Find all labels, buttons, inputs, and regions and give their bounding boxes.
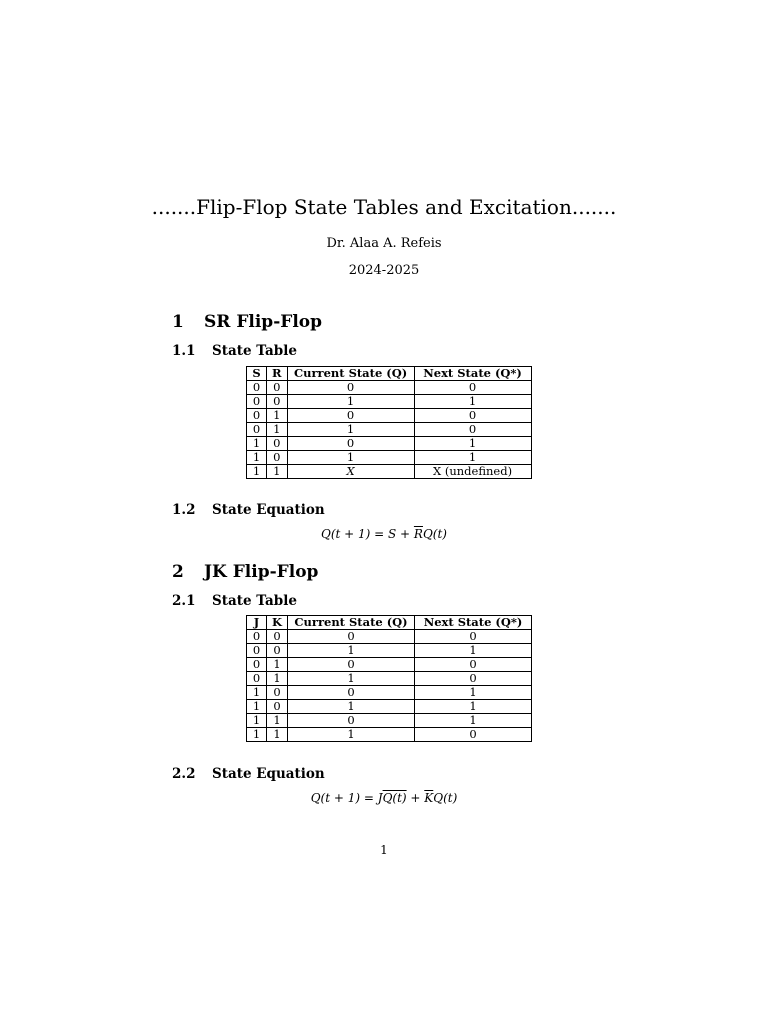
column-header: R [267, 367, 288, 381]
table-cell: 1 [267, 714, 288, 728]
table-row [247, 381, 532, 395]
equation-complement-k: $\overline{K}$ [424, 791, 434, 805]
subsection-number: 1.1 [172, 343, 196, 359]
table-header-row [247, 367, 532, 381]
table-cell: 0 [288, 630, 415, 644]
subsection-heading-sr-table [172, 343, 297, 359]
table-cell: 1 [247, 451, 267, 465]
table-cell: 1 [247, 437, 267, 451]
table-cell: 1 [267, 465, 288, 479]
table-cell: X (undefined) [414, 465, 531, 479]
table-row [247, 395, 532, 409]
date: 2024-2025 [348, 263, 420, 278]
table-cell: 0 [247, 658, 267, 672]
subsection-number: 1.2 [172, 502, 196, 518]
table-cell: 0 [287, 409, 414, 423]
section-heading-sr [172, 312, 322, 332]
table-cell: 0 [247, 395, 267, 409]
table-cell: 0 [267, 700, 288, 714]
subsection-title: State Table [212, 343, 297, 359]
equation-rest: Q(t) [433, 791, 458, 805]
table-cell: 0 [247, 381, 267, 395]
table-cell: 1 [414, 437, 531, 451]
column-header: Next State (Q*) [414, 367, 531, 381]
jk-state-equation [0, 791, 768, 805]
table-row [247, 437, 532, 451]
table-cell: 1 [415, 686, 532, 700]
table-cell: 1 [247, 700, 267, 714]
table-cell: 1 [288, 672, 415, 686]
table-header-row [247, 616, 532, 630]
table-row [247, 672, 532, 686]
table-cell: 1 [288, 700, 415, 714]
table-row [247, 451, 532, 465]
subsection-title: State Equation [212, 766, 325, 782]
table-cell: 1 [287, 423, 414, 437]
table-cell: 0 [288, 658, 415, 672]
table-row [247, 423, 532, 437]
table-cell: 1 [267, 728, 288, 742]
table-cell: X [287, 465, 414, 479]
subsection-title: State Equation [212, 502, 325, 518]
table-row [247, 630, 532, 644]
table-cell: 0 [247, 630, 267, 644]
table-cell: 0 [247, 423, 267, 437]
equation-plus: + [406, 791, 425, 805]
table-cell: 0 [247, 409, 267, 423]
table-cell: 0 [287, 381, 414, 395]
table-cell: 1 [247, 728, 267, 742]
table-row [247, 409, 532, 423]
subsection-title: State Table [212, 593, 297, 609]
table-cell: 0 [415, 672, 532, 686]
table-cell: 1 [415, 714, 532, 728]
table-cell: 0 [415, 728, 532, 742]
table-cell: 0 [414, 409, 531, 423]
sr-state-table [246, 366, 532, 479]
column-header: Current State (Q) [287, 367, 414, 381]
table-row [247, 714, 532, 728]
subsection-number: 2.2 [172, 766, 196, 782]
table-cell: 0 [267, 437, 288, 451]
table-cell: 1 [267, 658, 288, 672]
table-row [247, 658, 532, 672]
section-heading-jk [172, 562, 318, 582]
table-cell: 0 [267, 630, 288, 644]
table-cell: 1 [287, 451, 414, 465]
column-header: Next State (Q*) [415, 616, 532, 630]
table-cell: 0 [247, 644, 267, 658]
table-cell: 0 [247, 672, 267, 686]
table-cell: 0 [414, 423, 531, 437]
table-cell: 0 [287, 437, 414, 451]
table-cell: 1 [247, 686, 267, 700]
sr-state-equation [0, 527, 768, 541]
table-cell: 0 [267, 451, 288, 465]
table-cell: 0 [288, 714, 415, 728]
table-cell: 1 [288, 644, 415, 658]
table-cell: 0 [414, 381, 531, 395]
table-cell: 0 [267, 381, 288, 395]
table-cell: 1 [287, 395, 414, 409]
section-title: SR Flip-Flop [204, 312, 323, 332]
page-number: 1 [380, 843, 388, 857]
table-row [247, 644, 532, 658]
table-cell: 1 [415, 644, 532, 658]
subsection-heading-jk-table [172, 593, 297, 609]
table-row [247, 700, 532, 714]
table-cell: 1 [247, 714, 267, 728]
table-row [247, 728, 532, 742]
table-cell: 0 [267, 395, 288, 409]
subsection-heading-jk-equation [172, 766, 325, 782]
section-number: 2 [172, 562, 184, 582]
table-cell: 1 [267, 423, 288, 437]
table-cell: 1 [247, 465, 267, 479]
table-cell: 1 [414, 451, 531, 465]
equation-complement-r: $\overline{R}$ [413, 527, 423, 541]
table-cell: 0 [267, 644, 288, 658]
column-header: S [247, 367, 267, 381]
table-cell: 0 [288, 686, 415, 700]
table-cell: 1 [415, 700, 532, 714]
equation-rest: Q(t) [422, 527, 447, 541]
jk-state-table [246, 615, 532, 742]
subsection-heading-sr-equation [172, 502, 325, 518]
column-header: K [267, 616, 288, 630]
table-cell: 0 [267, 686, 288, 700]
equation-lhs: Q(t + 1) = J [310, 791, 383, 805]
table-row [247, 465, 532, 479]
section-number: 1 [172, 312, 184, 332]
table-cell: 1 [267, 672, 288, 686]
equation-lhs: Q(t + 1) = S + [320, 527, 414, 541]
document-title: .......Flip-Flop State Tables and Excitation....... [151, 195, 617, 219]
table-cell: 0 [415, 630, 532, 644]
table-cell: 1 [288, 728, 415, 742]
author: Dr. Alaa A. Refeis [326, 236, 442, 251]
table-cell: 0 [415, 658, 532, 672]
table-cell: 1 [414, 395, 531, 409]
equation-complement-q: Q(t) [382, 791, 407, 805]
subsection-number: 2.1 [172, 593, 196, 609]
table-cell: 1 [267, 409, 288, 423]
column-header: J [247, 616, 267, 630]
column-header: Current State (Q) [288, 616, 415, 630]
section-title: JK Flip-Flop [204, 562, 319, 582]
table-row [247, 686, 532, 700]
